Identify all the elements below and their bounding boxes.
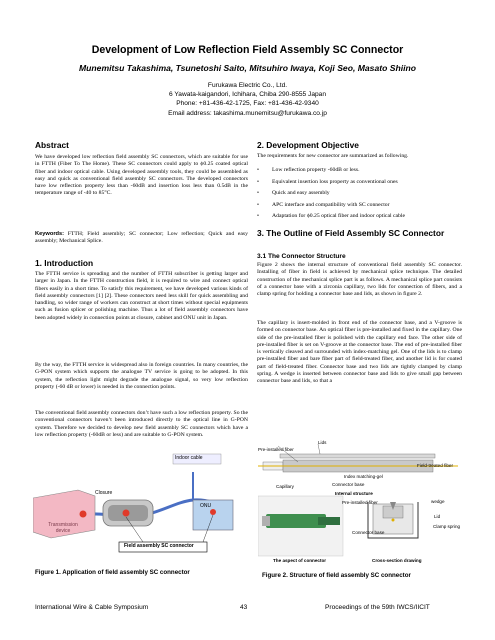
label-onu: ONU: [200, 503, 212, 509]
intro-p1: The FTTH service is spreading and the number of FTTH subscriber is getting larger and larger in Japan. In the FTTH construction field, it is required to wire and connect optical fibers easily in a short time. To satisfy this requirement, we have developed various kinds of field assembly connectors [1] [2]. These connectors need less skill for quick assembling and handling, so wider range of workers can construct at short times without special equipments such as fusion splicer or polishing machine. Thus a lot of field assembly connectors have been adopted widely in connection points at closure, cabinet and ONU unit in Japan.: [35, 271, 248, 321]
figure2-caption: Figure 2. Structure of field assembly SC connector: [262, 572, 411, 579]
abstract-heading: Abstract: [35, 140, 69, 150]
company: Furukawa Electric Co., Ltd.: [207, 82, 288, 89]
email: Email address: takashima.munemitsu@furukawa.co.jp: [168, 109, 327, 117]
objective-heading: 2. Development Objective: [257, 140, 359, 150]
label-connector-base: Connector base: [332, 482, 365, 487]
objective-item: • Adaptation for ϕ0.25 optical fiber and indoor optical cable: [257, 213, 462, 225]
paper-title: Development of Low Reflection Field Assembly SC Connector: [91, 44, 404, 56]
footer-page: 43: [240, 604, 248, 611]
connector-point-onu: [210, 509, 216, 515]
intro-heading: 1. Introduction: [35, 258, 94, 268]
label-capillary: Capillary: [276, 484, 294, 489]
label-wedge: wedge: [431, 499, 445, 504]
label-indoor-cable: Indoor cable: [175, 455, 203, 461]
connector-photo-tail: [318, 517, 340, 525]
intro-p3: The conventional field assembly connectors don’t have such a low reflection property. So the conventional connectors haven’t been introduced directly to the optical line in G-PON system. Therefore we decided to develop new field assembly SC connectors which have a low reflection property (-60dB or less) and are suitable to G-PON system.: [35, 410, 248, 438]
label-lids: Lids: [318, 440, 327, 445]
connector-point-closure: [123, 510, 130, 517]
objective-item: • Low reflection property -60dB or less.: [257, 167, 462, 179]
abstract-text: We have developed low reflection field assembly SC connectors, which are suitable for use in FTTH (Fiber To The Home). These SC connectors could apply to ϕ0.25 coated optical fiber and indoor optical cable. Using developed assembly tools, they could be assembled as easy and quick as conventional field assembly SC connectors. The developed connectors have low reflection property less than -60dB and insertion loss less than 0.5dB in the temperature range of -40 to 85°C.: [35, 154, 248, 197]
address: 6 Yawata-kaigandori, Ichihara, Chiba 290-8555 Japan: [168, 91, 326, 99]
label-clamp-spring: Clamp spring: [433, 524, 461, 529]
cross-section-fiber: [392, 519, 395, 522]
affiliation: [0, 81, 495, 118]
objective-item: • APC interface and compatibility with SC connector: [257, 202, 462, 214]
objective-item: • Equivalent insertion loss property as conventional ones: [257, 179, 462, 191]
keywords: [35, 231, 248, 246]
outline-p2: The capillary is insert-molded in front end of the connector base, and a V-groove is formed on connector base. An optical fiber is pre-installed and fixed in the capillary. One side of the pre-installed fiber is polished with the capillary end face. The other side of pre-installed fiber is set on V-groove at the connector base. The end of pre-installed fiber is vertically cleaved and surrounded with index-matching gel. One of the lids is to clamp pre-installed fiber and bare fiber part of field-treated fiber, and another lid is for coated part of field-treated fiber. Connector base and two lids are tightly clamped by clamp spring. A wedge is inserted between connector base and lids to give small gap between connector base and lids, so that a: [257, 320, 462, 385]
phone: Phone: +81-436-42-1725, Fax: +81-436-42-9340: [176, 100, 319, 108]
objective-item: • Quick and easy assembly: [257, 190, 462, 202]
label-preinstalled: Pre-installed fiber: [258, 447, 294, 452]
outline-heading: 3. The Outline of Field Assembly SC Connector: [257, 228, 445, 238]
connector-photo-ferrule: [262, 516, 270, 526]
label-internal-structure: Internal structure: [335, 491, 373, 496]
footer-right: Proceedings of the 59th IWCS/IICIT: [325, 604, 430, 611]
connector-point-device: [80, 511, 87, 518]
connector-photo-body: [266, 514, 326, 528]
figure1-caption: Figure 1. Application of field assembly SC connector: [35, 569, 190, 576]
authors: Munemitsu Takashima, Tsunetoshi Saito, Mitsuhiro Iwaya, Koji Seo, Masato Shiino: [79, 63, 416, 73]
label-transmission-device: Transmission device: [48, 522, 78, 534]
label-field-treated: Field-treated fiber: [417, 463, 454, 468]
outline-subheading: 3.1 The Connector Structure: [257, 253, 346, 260]
objective-intro: The requirements for new connector are summarized as following.: [257, 153, 409, 159]
label-cross-section: Cross-section drawing: [372, 558, 422, 563]
label-field-connector: Field assembly SC connector: [124, 543, 194, 549]
label-aspect: The aspect of connector: [273, 558, 327, 563]
lids-shape: [280, 454, 435, 458]
keywords-text: FTTH; Field assembly; SC connector; Low reflection; Quick and easy assembly; Mechanical Splice.: [35, 231, 248, 245]
intro-p2: By the way, the FTTH service is widespread also in foreign countries. In many countries, the G-PON system which supports the analogue TV service is going to be adopted. In this system, the reflection light might degrade the analogue signal, so very low reflection property (-60 dB or lower) is needed in the connection points.: [35, 362, 248, 390]
outline-p1: Figure 2 shows the internal structure of conventional field assembly SC connector. Installing of fiber in field is achieved by mechanical splice technique. The detailed construction of the mechanical splice part is as follows. A mechanical splice part consists of a connector base with a zirconia capillary, two lids for connection of fibers, and a clamp spring for holding a connector base and lids, as shown in figure 2.: [257, 262, 462, 298]
keywords-label: Keywords:: [35, 231, 65, 237]
label-closure: Closure: [95, 490, 113, 496]
objective-list: [257, 167, 462, 225]
label-connector-base-2: Connector base: [352, 530, 385, 535]
label-preinstalled-2: Pre-installed fiber: [342, 500, 378, 505]
label-lid: Lid: [434, 514, 441, 519]
leader-lids: [318, 444, 320, 454]
label-index-gel: Index matching-gel: [344, 474, 383, 479]
footer-left: International Wire & Cable Symposium: [35, 604, 149, 611]
